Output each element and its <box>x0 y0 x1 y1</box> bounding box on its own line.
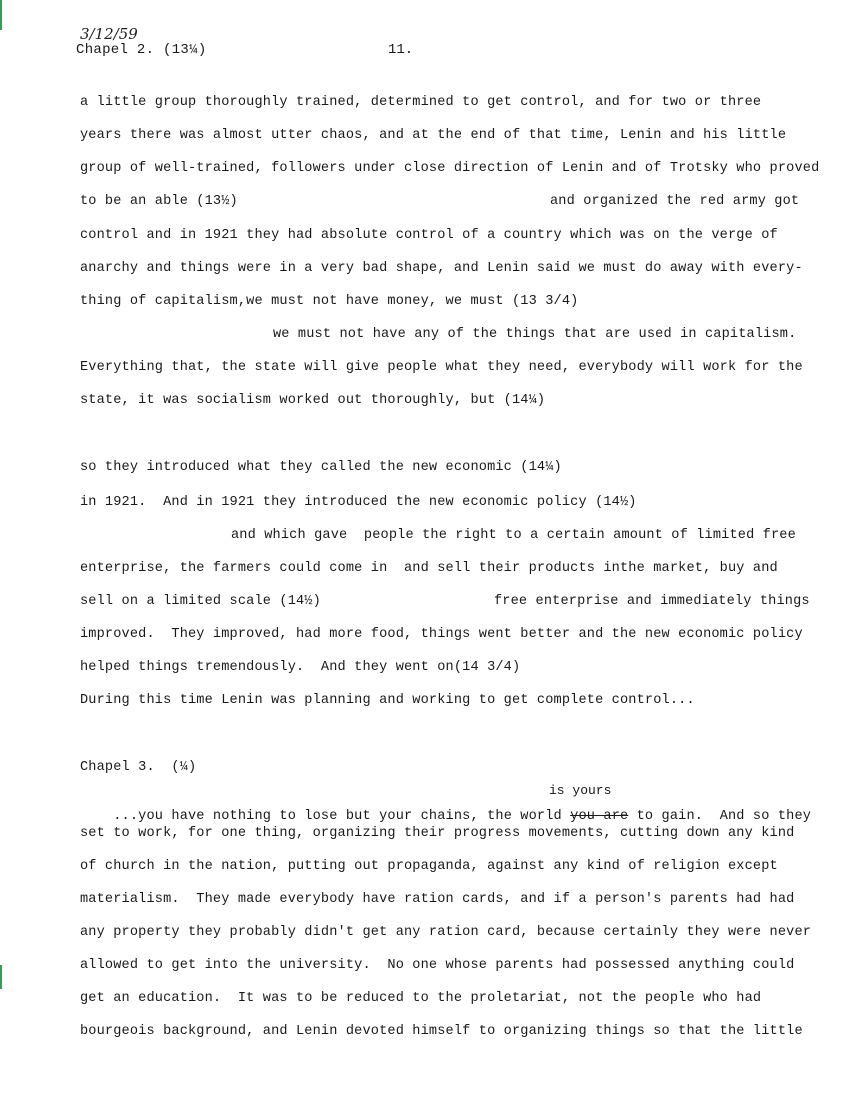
text-line: group of well-trained, followers under close direction of Lenin and of Trotsky who proved <box>80 161 820 176</box>
text-line: get an education. It was to be reduced to the proletariat, not the people who had <box>80 991 762 1006</box>
text-line: state, it was socialism worked out thoroughly, but (14¼) <box>80 393 546 408</box>
text-line: of church in the nation, putting out propaganda, against any kind of religion except <box>80 859 778 874</box>
text-line: any property they probably didn't get any ration card, because certainly they were never <box>80 925 812 940</box>
handwritten-date: 3/12/59 <box>80 25 138 43</box>
text-line: so they introduced what they called the new economic (14¼) <box>80 460 562 475</box>
text-line: set to work, for one thing, organizing their progress movements, cutting down any kind <box>80 826 795 841</box>
text-line: years there was almost utter chaos, and at the end of that time, Lenin and his little <box>80 128 787 143</box>
text-line: anarchy and things were in a very bad shape, and Lenin said we must do away with every- <box>80 261 803 276</box>
margin-mark-bottom <box>0 965 2 989</box>
text-line: in 1921. And in 1921 they introduced the new economic policy (14½) <box>80 495 637 510</box>
page-number: 11. <box>388 42 414 58</box>
chapel-heading: Chapel 2. (13¼) <box>76 42 207 58</box>
text-line: allowed to get into the university. No one whose parents had possessed anything could <box>80 958 795 973</box>
text-line: a little group thoroughly trained, determined to get control, and for two or three <box>80 95 762 110</box>
margin-mark-top <box>0 0 2 30</box>
text-line: helped things tremendously. And they went on(14 3/4) <box>80 660 521 675</box>
text-segment: ...you have nothing to lose but your chains, the world <box>113 809 571 824</box>
text-line: sell on a limited scale (14½) <box>80 594 321 609</box>
text-line: we must not have any of the things that are used in capitalism. <box>273 327 797 342</box>
text-line: bourgeois background, and Lenin devoted himself to organizing things so that the little <box>80 1024 803 1039</box>
text-line: enterprise, the farmers could come in and sell their products inthe market, buy and <box>80 561 778 576</box>
text-line: materialism. They made everybody have ration cards, and if a person's parents had had <box>80 892 795 907</box>
text-line: and organized the red army got <box>550 194 800 209</box>
text-segment: to gain. And so they <box>628 809 812 824</box>
text-line: Everything that, the state will give people what they need, everybody will work for the <box>80 360 803 375</box>
inserted-correction: is yours <box>549 783 612 798</box>
chapel-3-heading: Chapel 3. (¼) <box>80 760 197 775</box>
text-line: improved. They improved, had more food, things went better and the new economic policy <box>80 627 803 642</box>
text-line: During this time Lenin was planning and working to get complete control... <box>80 693 695 708</box>
text-line: thing of capitalism,we must not have money, we must (13 3/4) <box>80 294 579 309</box>
struck-text: you are <box>570 809 629 824</box>
text-line: control and in 1921 they had absolute control of a country which was on the verge of <box>80 228 778 243</box>
text-line: and which gave people the right to a certain amount of limited free <box>231 528 796 543</box>
text-line: to be an able (13½) <box>80 194 238 209</box>
text-line: free enterprise and immediately things <box>494 594 810 609</box>
